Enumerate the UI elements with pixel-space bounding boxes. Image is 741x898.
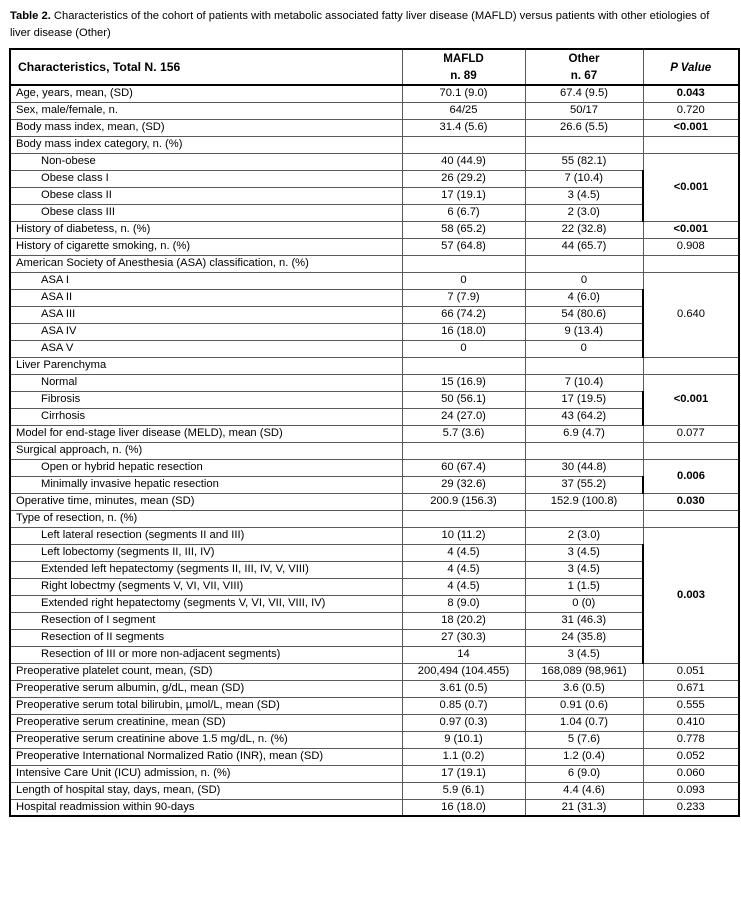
cell-other: [525, 442, 643, 459]
cell-other: 3.6 (0.5): [525, 680, 643, 697]
cell-mafld: 18 (20.2): [402, 612, 525, 629]
cell-mafld: 7 (7.9): [402, 289, 525, 306]
cell-mafld: 0: [402, 340, 525, 357]
table-row: [10, 323, 739, 340]
column-header-mafld-title: MAFLD: [443, 52, 484, 65]
table-row: [10, 544, 739, 561]
cell-other: 3 (4.5): [525, 544, 643, 561]
cell-pvalue: 0.006: [643, 459, 739, 493]
cell-other: 3 (4.5): [525, 561, 643, 578]
table-row: [10, 748, 739, 765]
row-label: Normal: [10, 374, 402, 391]
cell-mafld: 40 (44.9): [402, 153, 525, 170]
cell-mafld: 200,494 (104.455): [402, 663, 525, 680]
row-label: Intensive Care Unit (ICU) admission, n. (%): [10, 765, 402, 782]
table-row: [10, 578, 739, 595]
table-row: [10, 561, 739, 578]
cell-mafld: 200.9 (156.3): [402, 493, 525, 510]
cell-mafld: 60 (67.4): [402, 459, 525, 476]
cell-mafld: 17 (19.1): [402, 187, 525, 204]
row-label: Age, years, mean, (SD): [10, 85, 402, 102]
row-label: Open or hybrid hepatic resection: [10, 459, 402, 476]
cell-pvalue: 0.093: [643, 782, 739, 799]
cell-other: 1 (1.5): [525, 578, 643, 595]
row-label: Operative time, minutes, mean (SD): [10, 493, 402, 510]
row-label: Obese class I: [10, 170, 402, 187]
cell-other: 2 (3.0): [525, 527, 643, 544]
cell-pvalue: [643, 510, 739, 527]
cell-mafld: 3.61 (0.5): [402, 680, 525, 697]
table-row: [10, 340, 739, 357]
table-row: [10, 153, 739, 170]
row-label: Surgical approach, n. (%): [10, 442, 402, 459]
row-label: Preoperative serum creatinine above 1.5 mg/dL, n. (%): [10, 731, 402, 748]
cell-other: 67.4 (9.5): [525, 85, 643, 102]
column-header-other-count: n. 67: [570, 69, 598, 82]
cell-mafld: [402, 357, 525, 374]
cell-other: 4 (6.0): [525, 289, 643, 306]
row-label: Preoperative serum total bilirubin, µmol/L, mean (SD): [10, 697, 402, 714]
cell-pvalue: <0.001: [643, 374, 739, 425]
cell-other: 9 (13.4): [525, 323, 643, 340]
cell-pvalue: [643, 255, 739, 272]
cell-mafld: 15 (16.9): [402, 374, 525, 391]
table-row: [10, 646, 739, 663]
row-label: Preoperative serum albumin, g/dL, mean (SD): [10, 680, 402, 697]
cell-mafld: 58 (65.2): [402, 221, 525, 238]
row-label: Type of resection, n. (%): [10, 510, 402, 527]
table-row: [10, 612, 739, 629]
cell-other: 17 (19.5): [525, 391, 643, 408]
row-label: ASA III: [10, 306, 402, 323]
table-row: [10, 408, 739, 425]
cell-mafld: [402, 255, 525, 272]
row-label: Minimally invasive hepatic resection: [10, 476, 402, 493]
column-header-characteristics: Characteristics, Total N. 156: [10, 49, 402, 85]
cell-other: 4.4 (4.6): [525, 782, 643, 799]
cell-other: 1.04 (0.7): [525, 714, 643, 731]
row-label: Resection of III or more non-adjacent segments): [10, 646, 402, 663]
cell-mafld: 64/25: [402, 102, 525, 119]
cell-mafld: 50 (56.1): [402, 391, 525, 408]
cell-pvalue: 0.003: [643, 527, 739, 663]
cell-other: 43 (64.2): [525, 408, 643, 425]
cell-mafld: 6 (6.7): [402, 204, 525, 221]
row-label: Left lateral resection (segments II and III): [10, 527, 402, 544]
cell-mafld: 27 (30.3): [402, 629, 525, 646]
cell-other: 0.91 (0.6): [525, 697, 643, 714]
cell-pvalue: [643, 442, 739, 459]
table-row: [10, 714, 739, 731]
cell-mafld: 31.4 (5.6): [402, 119, 525, 136]
cell-other: 6 (9.0): [525, 765, 643, 782]
table-body: [10, 85, 739, 816]
row-label: ASA IV: [10, 323, 402, 340]
cell-pvalue: 0.671: [643, 680, 739, 697]
table-row: [10, 663, 739, 680]
table-row: [10, 204, 739, 221]
cell-pvalue: 0.043: [643, 85, 739, 102]
table-row: [10, 187, 739, 204]
cell-mafld: 24 (27.0): [402, 408, 525, 425]
cell-other: 55 (82.1): [525, 153, 643, 170]
cell-pvalue: 0.640: [643, 272, 739, 357]
table-row: [10, 272, 739, 289]
cell-pvalue: [643, 136, 739, 153]
cell-pvalue: 0.410: [643, 714, 739, 731]
row-label: History of diabetess, n. (%): [10, 221, 402, 238]
table-row: [10, 527, 739, 544]
table-row: [10, 629, 739, 646]
row-label: Cirrhosis: [10, 408, 402, 425]
cell-other: [525, 136, 643, 153]
row-label: Hospital readmission within 90-days: [10, 799, 402, 816]
cell-pvalue: 0.052: [643, 748, 739, 765]
cell-mafld: [402, 510, 525, 527]
row-label: Length of hospital stay, days, mean, (SD): [10, 782, 402, 799]
table-row: [10, 170, 739, 187]
table-row: [10, 765, 739, 782]
row-label: Obese class II: [10, 187, 402, 204]
row-label: Liver Parenchyma: [10, 357, 402, 374]
row-label: Resection of I segment: [10, 612, 402, 629]
cell-other: 2 (3.0): [525, 204, 643, 221]
row-label: Obese class III: [10, 204, 402, 221]
cell-other: 44 (65.7): [525, 238, 643, 255]
row-label: Preoperative International Normalized Ratio (INR), mean (SD): [10, 748, 402, 765]
cell-pvalue: 0.555: [643, 697, 739, 714]
cell-mafld: 1.1 (0.2): [402, 748, 525, 765]
table-row: [10, 374, 739, 391]
row-label: Extended left hepatectomy (segments II, III, IV, V, VIII): [10, 561, 402, 578]
cell-mafld: 14: [402, 646, 525, 663]
cell-other: 7 (10.4): [525, 374, 643, 391]
cell-mafld: 9 (10.1): [402, 731, 525, 748]
cell-mafld: 16 (18.0): [402, 323, 525, 340]
cell-mafld: 4 (4.5): [402, 578, 525, 595]
row-label: Body mass index category, n. (%): [10, 136, 402, 153]
cell-pvalue: 0.720: [643, 102, 739, 119]
table-row: [10, 476, 739, 493]
row-label: Right lobectmy (segments V, VI, VII, VIII): [10, 578, 402, 595]
cell-other: 31 (46.3): [525, 612, 643, 629]
table-row: [10, 85, 739, 102]
cell-pvalue: [643, 357, 739, 374]
column-header-mafld: [402, 49, 525, 85]
table-row: [10, 102, 739, 119]
cell-mafld: 4 (4.5): [402, 561, 525, 578]
cell-mafld: 70.1 (9.0): [402, 85, 525, 102]
table-row: [10, 136, 739, 153]
row-label: Left lobectomy (segments II, III, IV): [10, 544, 402, 561]
table-row: [10, 459, 739, 476]
cell-other: 24 (35.8): [525, 629, 643, 646]
cell-mafld: 66 (74.2): [402, 306, 525, 323]
table-row: [10, 493, 739, 510]
table-row: [10, 255, 739, 272]
table-caption-label: Table 2.: [10, 10, 51, 22]
cell-pvalue: 0.908: [643, 238, 739, 255]
characteristics-table: [9, 48, 740, 817]
table-row: [10, 680, 739, 697]
cell-other: [525, 255, 643, 272]
cell-mafld: [402, 442, 525, 459]
table-row: [10, 289, 739, 306]
cell-pvalue: 0.060: [643, 765, 739, 782]
row-label: American Society of Anesthesia (ASA) classification, n. (%): [10, 255, 402, 272]
row-label: Model for end-stage liver disease (MELD), mean (SD): [10, 425, 402, 442]
table-row: [10, 391, 739, 408]
cell-other: 37 (55.2): [525, 476, 643, 493]
cell-other: 21 (31.3): [525, 799, 643, 816]
table-row: [10, 510, 739, 527]
cell-mafld: 10 (11.2): [402, 527, 525, 544]
row-label: Non-obese: [10, 153, 402, 170]
cell-pvalue: <0.001: [643, 119, 739, 136]
row-label: Body mass index, mean, (SD): [10, 119, 402, 136]
row-label: Sex, male/female, n.: [10, 102, 402, 119]
cell-other: 0: [525, 340, 643, 357]
cell-other: 0 (0): [525, 595, 643, 612]
table-row: [10, 306, 739, 323]
cell-other: 1.2 (0.4): [525, 748, 643, 765]
cell-mafld: 0.97 (0.3): [402, 714, 525, 731]
cell-mafld: 0.85 (0.7): [402, 697, 525, 714]
cell-other: 54 (80.6): [525, 306, 643, 323]
row-label: ASA V: [10, 340, 402, 357]
cell-other: 5 (7.6): [525, 731, 643, 748]
cell-mafld: 4 (4.5): [402, 544, 525, 561]
table-caption: [10, 8, 732, 42]
cell-mafld: 5.7 (3.6): [402, 425, 525, 442]
column-header-pvalue: P Value: [643, 49, 739, 85]
table-header: [10, 49, 739, 85]
table-row: [10, 425, 739, 442]
cell-pvalue: 0.051: [643, 663, 739, 680]
cell-other: [525, 357, 643, 374]
cell-other: 22 (32.8): [525, 221, 643, 238]
cell-other: 152.9 (100.8): [525, 493, 643, 510]
row-label: Extended right hepatectomy (segments V, VI, VII, VIII, IV): [10, 595, 402, 612]
table-row: [10, 442, 739, 459]
table-row: [10, 119, 739, 136]
cell-mafld: 17 (19.1): [402, 765, 525, 782]
table-row: [10, 782, 739, 799]
row-label: ASA II: [10, 289, 402, 306]
cell-mafld: 5.9 (6.1): [402, 782, 525, 799]
cell-pvalue: 0.030: [643, 493, 739, 510]
cell-pvalue: 0.077: [643, 425, 739, 442]
cell-mafld: 8 (9.0): [402, 595, 525, 612]
cell-mafld: 57 (64.8): [402, 238, 525, 255]
row-label: Fibrosis: [10, 391, 402, 408]
table-caption-text: Characteristics of the cohort of patients with metabolic associated fatty liver disease (MAFLD) versus patients with other etiologies of liver disease (Other): [10, 10, 710, 39]
cell-mafld: [402, 136, 525, 153]
cell-other: 168,089 (98,961): [525, 663, 643, 680]
cell-pvalue: 0.233: [643, 799, 739, 816]
table-row: [10, 221, 739, 238]
row-label: History of cigarette smoking, n. (%): [10, 238, 402, 255]
column-header-other-title: Other: [568, 52, 600, 65]
row-label: Preoperative serum creatinine, mean (SD): [10, 714, 402, 731]
cell-pvalue: <0.001: [643, 221, 739, 238]
table-header-row: [10, 49, 739, 85]
table-row: [10, 697, 739, 714]
cell-mafld: 29 (32.6): [402, 476, 525, 493]
cell-other: 0: [525, 272, 643, 289]
row-label: ASA I: [10, 272, 402, 289]
cell-mafld: 26 (29.2): [402, 170, 525, 187]
cell-other: [525, 510, 643, 527]
cell-other: 50/17: [525, 102, 643, 119]
cell-pvalue: 0.778: [643, 731, 739, 748]
cell-other: 7 (10.4): [525, 170, 643, 187]
cell-other: 30 (44.8): [525, 459, 643, 476]
table-row: [10, 357, 739, 374]
table-row: [10, 238, 739, 255]
cell-other: 3 (4.5): [525, 187, 643, 204]
table-row: [10, 731, 739, 748]
row-label: Resection of II segments: [10, 629, 402, 646]
table-row: [10, 799, 739, 816]
cell-pvalue: <0.001: [643, 153, 739, 221]
cell-mafld: 0: [402, 272, 525, 289]
cell-other: 3 (4.5): [525, 646, 643, 663]
cell-other: 26.6 (5.5): [525, 119, 643, 136]
cell-mafld: 16 (18.0): [402, 799, 525, 816]
row-label: Preoperative platelet count, mean, (SD): [10, 663, 402, 680]
column-header-mafld-count: n. 89: [450, 69, 477, 82]
table-row: [10, 595, 739, 612]
column-header-other: [525, 49, 643, 85]
cell-other: 6.9 (4.7): [525, 425, 643, 442]
